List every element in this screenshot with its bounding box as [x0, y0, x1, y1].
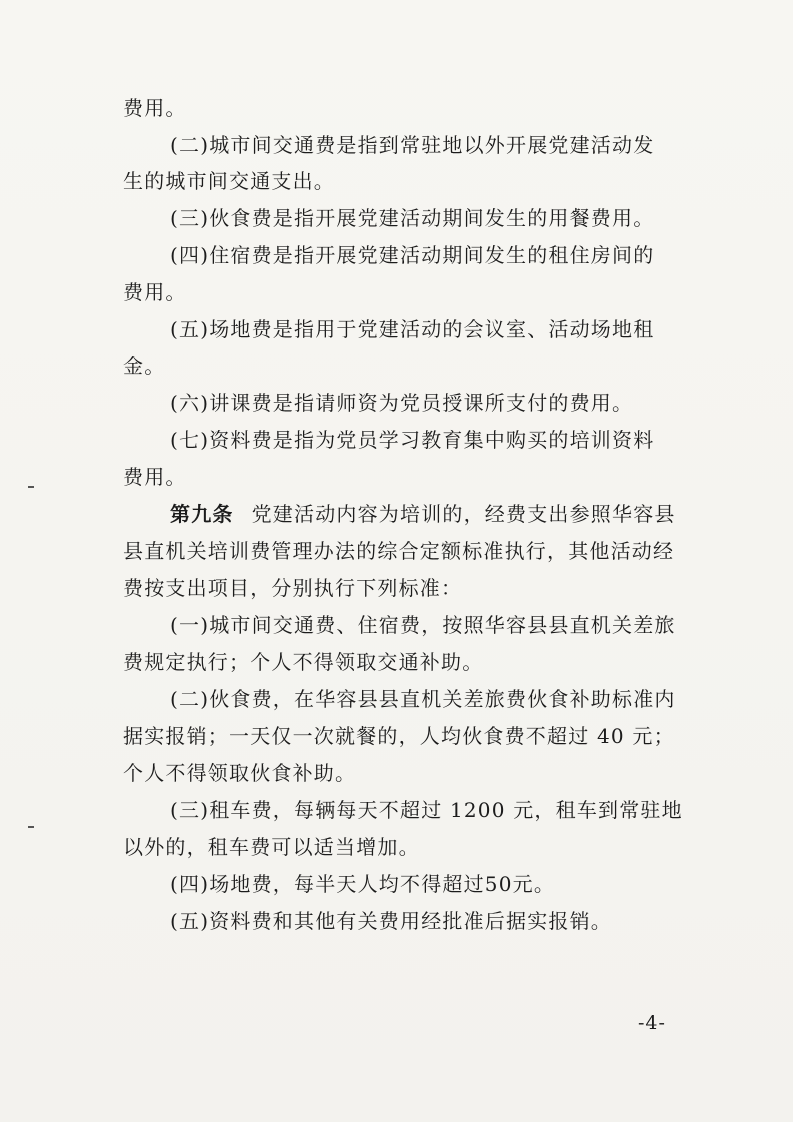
- text-line: [170, 685, 676, 713]
- line-text: (三)伙食费是指开展党建活动期间发生的用餐费用。: [170, 206, 655, 230]
- line-text: 党建活动内容为培训的，经费支出参照华容县: [251, 502, 676, 526]
- line-text: (六)讲课费是指请师资为党员授课所支付的费用。: [170, 391, 634, 415]
- line-text: 费规定执行；个人不得领取交通补助。: [123, 650, 484, 674]
- text-line: [170, 907, 612, 935]
- text-line: [123, 759, 356, 787]
- text-line: [170, 611, 676, 639]
- line-text: (七)资料费是指为党员学习教育集中购买的培训资料: [170, 428, 655, 452]
- line-text: 费用。: [123, 96, 187, 120]
- line-text: 费用。: [123, 280, 187, 304]
- text-line: [170, 131, 654, 159]
- line-text: 费用。: [123, 465, 187, 489]
- line-text: 生的城市间交通支出。: [123, 169, 335, 193]
- text-line: [123, 167, 335, 195]
- text-line: [123, 94, 187, 122]
- line-text: (二)伙食费，在华容县县直机关差旅费伙食补助标准内: [170, 687, 676, 711]
- text-line: [170, 204, 654, 232]
- text-line: [123, 833, 420, 861]
- line-text: 据实报销；一天仅一次就餐的，人均伙食费不超过 40 元；: [123, 724, 675, 748]
- line-text: 费按支出项目，分别执行下列标准：: [123, 576, 463, 600]
- line-text: (五)场地费是指用于党建活动的会议室、活动场地租: [170, 317, 655, 341]
- text-line: [170, 500, 676, 528]
- text-line: [170, 796, 683, 824]
- line-text: (五)资料费和其他有关费用经批准后据实报销。: [170, 909, 613, 933]
- text-line: [170, 241, 654, 269]
- line-text: (二)城市间交通费是指到常驻地以外开展党建活动发: [170, 133, 655, 157]
- text-line: [123, 278, 187, 306]
- line-text: (四)住宿费是指开展党建活动期间发生的租住房间的: [170, 243, 655, 267]
- line-text: (一)城市间交通费、住宿费，按照华容县县直机关差旅: [170, 613, 676, 637]
- text-line: [123, 537, 674, 565]
- line-text: (四)场地费，每半天人均不得超过50元。: [170, 872, 556, 896]
- text-line: [123, 722, 675, 750]
- line-text: 以外的，租车费可以适当增加。: [123, 835, 420, 859]
- line-text: (三)租车费，每辆每天不超过 1200 元，租车到常驻地: [170, 798, 683, 822]
- line-text: 金。: [123, 354, 166, 378]
- text-line: [123, 352, 165, 380]
- text-line: [123, 648, 483, 676]
- text-line: [123, 574, 462, 602]
- text-line: [170, 426, 654, 454]
- article-heading: 第九条: [170, 502, 234, 526]
- text-line: [170, 389, 633, 417]
- line-text: 个人不得领取伙食补助。: [123, 761, 357, 785]
- text-line: [170, 315, 654, 343]
- text-line: [123, 463, 187, 491]
- line-text: 县直机关培训费管理办法的综合定额标准执行，其他活动经: [123, 539, 675, 563]
- text-line: [170, 870, 555, 898]
- page-number: -4-: [638, 1012, 666, 1034]
